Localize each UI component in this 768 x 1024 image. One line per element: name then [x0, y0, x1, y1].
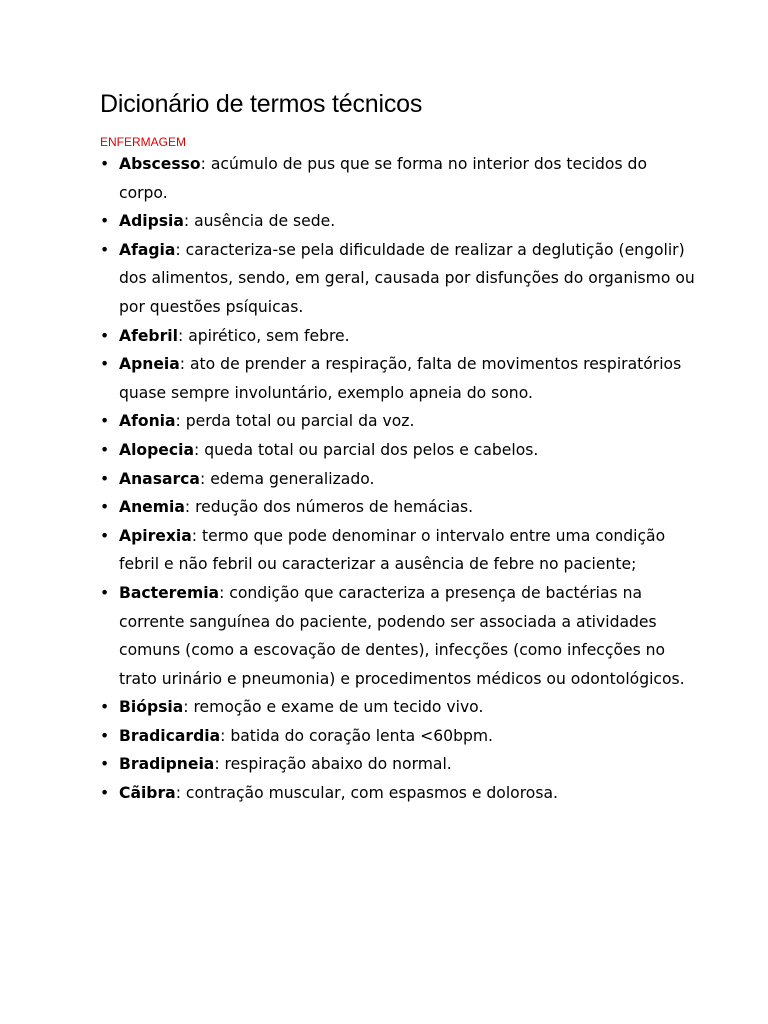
term-name: Anemia [119, 498, 185, 517]
term-definition: condição que caracteriza a presença de bactérias na corrente sanguínea do paciente, podendo ser associada a atividades comuns (como a escovação de dentes), infecções (como infecções no trato urinário e pneumonia) e procedimentos médicos ou odontológicos. [119, 583, 685, 688]
term-separator: : [193, 440, 205, 459]
term-separator: : [220, 726, 231, 745]
term-definition: ausência de sede. [194, 212, 336, 231]
term-name: Bradipneia [119, 755, 215, 774]
bullet-icon: • [100, 155, 110, 173]
term-separator: : [199, 469, 211, 488]
term-name: Cãibra [119, 784, 176, 803]
list-item [100, 750, 700, 779]
bullet-icon: • [100, 440, 110, 459]
term-name: Bacteremia [119, 583, 220, 602]
list-item [100, 779, 700, 808]
list-item [100, 350, 700, 407]
term-name: Biópsia [119, 698, 184, 717]
section-label: ENFERMAGEM [100, 135, 187, 149]
term-name: Adipsia [119, 212, 184, 231]
term-separator: : [219, 583, 230, 602]
bullet-icon: • [100, 583, 110, 602]
bullet-icon: • [100, 498, 110, 517]
term-separator: : [200, 155, 211, 173]
bullet-icon: • [100, 412, 110, 431]
term-separator: : [183, 212, 195, 231]
term-definition: ato de prender a respiração, falta de movimentos respiratórios quase sempre involuntário, exemplo apneia do sono. [119, 355, 682, 402]
list-item [100, 150, 700, 207]
term-separator: : [175, 412, 186, 431]
term-definition: termo que pode denominar o intervalo entre uma condição febril e não febril ou caracterizar a ausência de febre no paciente; [119, 526, 666, 574]
term-definition: perda total ou parcial da voz. [185, 412, 415, 431]
term-name: Abscesso [119, 155, 201, 173]
term-separator: : [175, 784, 186, 803]
term-name: Apneia [119, 355, 180, 374]
list-item [100, 722, 700, 751]
bullet-icon: • [100, 726, 110, 745]
term-separator: : [175, 240, 186, 259]
list-item [100, 207, 700, 236]
list-item [100, 579, 700, 693]
term-name: Alopecia [119, 440, 194, 459]
list-item [100, 407, 700, 436]
term-definition: respiração abaixo do normal. [224, 755, 452, 774]
list-item [100, 465, 700, 494]
list-item [100, 522, 700, 579]
term-definition: redução dos números de hemácias. [195, 498, 474, 517]
bullet-icon: • [100, 355, 110, 374]
term-separator: : [184, 498, 196, 517]
term-separator: : [177, 326, 189, 345]
bullet-icon: • [100, 526, 110, 545]
bullet-icon: • [100, 755, 110, 774]
list-item [100, 236, 700, 322]
bullet-icon: • [100, 240, 110, 259]
term-name: Afagia [119, 240, 176, 259]
term-separator: : [214, 755, 225, 774]
bullet-icon: • [100, 698, 110, 717]
term-name: Afebril [119, 326, 178, 345]
term-name: Anasarca [119, 469, 200, 488]
term-list [100, 150, 700, 808]
term-separator: : [183, 698, 194, 717]
bullet-icon: • [100, 469, 110, 488]
bullet-icon: • [100, 212, 110, 231]
term-definition: contração muscular, com espasmos e dolorosa. [185, 784, 558, 803]
bullet-icon: • [100, 326, 110, 345]
term-name: Apirexia [119, 526, 192, 545]
term-definition: acúmulo de pus que se forma no interior dos tecidos do corpo. [119, 155, 647, 202]
term-definition: caracteriza-se pela dificuldade de realizar a deglutição (engolir) dos alimentos, sendo, em geral, causada por disfunções do organismo ou por questões psíquicas. [119, 240, 695, 316]
term-name: Bradicardia [119, 726, 221, 745]
list-item [100, 322, 700, 351]
term-separator: : [179, 355, 190, 374]
term-definition: remoção e exame de um tecido vivo. [193, 698, 484, 717]
term-definition: batida do coração lenta <60bpm. [230, 726, 494, 745]
term-name: Afonia [119, 412, 176, 431]
term-separator: : [191, 526, 202, 545]
list-item [100, 436, 700, 465]
term-definition: apirético, sem febre. [188, 326, 350, 345]
term-definition: queda total ou parcial dos pelos e cabelos. [204, 440, 539, 459]
list-item [100, 693, 700, 722]
document-title: Dicionário de termos técnicos [100, 90, 423, 118]
document-page [100, 84, 700, 808]
term-definition: edema generalizado. [210, 469, 375, 488]
list-item [100, 493, 700, 522]
bullet-icon: • [100, 784, 110, 803]
